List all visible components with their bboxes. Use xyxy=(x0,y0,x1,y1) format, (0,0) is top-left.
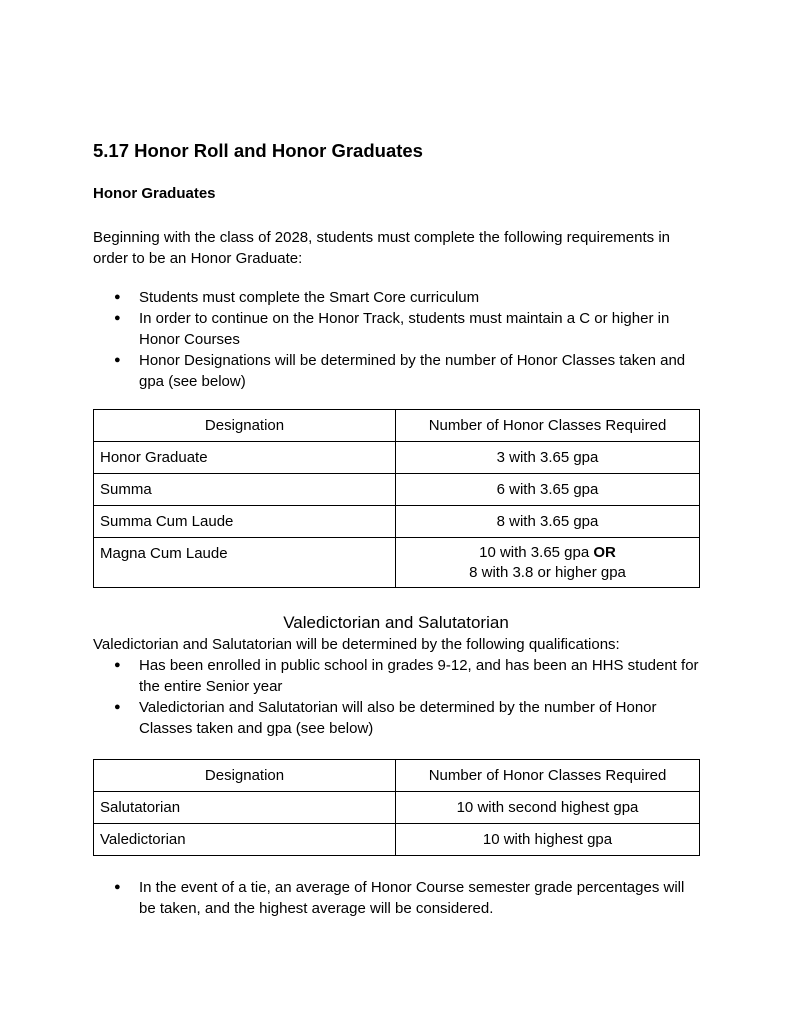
table-row xyxy=(94,474,700,506)
requirement-line-2: 8 with 3.8 or higher gpa xyxy=(469,563,626,581)
bullet-icon: ● xyxy=(114,291,121,303)
bullet-icon: ● xyxy=(114,312,121,324)
column-header-requirement: Number of Honor Classes Required xyxy=(396,760,700,792)
requirement-cell: 3 with 3.65 gpa xyxy=(396,442,700,474)
valedictorian-table xyxy=(93,759,700,856)
designation-cell: Summa Cum Laude xyxy=(94,506,396,538)
page-title: 5.17 Honor Roll and Honor Graduates xyxy=(93,140,423,161)
table-row xyxy=(94,538,700,588)
honor-requirements-list xyxy=(93,287,699,392)
designation-cell: Salutatorian xyxy=(94,792,396,824)
requirement-cell: 6 with 3.65 gpa xyxy=(396,474,700,506)
requirement-line-1: 10 with 3.65 gpa xyxy=(479,543,590,561)
honor-graduates-intro: Beginning with the class of 2028, students must complete the following requirements in order to be an Honor Graduate: xyxy=(93,229,670,267)
list-item-text: Honor Designations will be determined by the number of Honor Classes taken and gpa (see below) xyxy=(139,352,686,390)
list-item xyxy=(93,350,699,392)
list-item xyxy=(93,655,699,697)
table-row xyxy=(94,442,700,474)
valedictorian-qualifications-list xyxy=(93,655,699,739)
list-item xyxy=(93,697,699,739)
list-item-text: In the event of a tie, an average of Honor Course semester grade percentages will be taken, and the highest average will be considered. xyxy=(139,879,685,917)
list-item-text: Valedictorian and Salutatorian will also be determined by the number of Honor Classes taken and gpa (see below) xyxy=(139,699,657,737)
list-item-text: Has been enrolled in public school in grades 9-12, and has been an HHS student for the entire Senior year xyxy=(139,657,699,695)
list-item xyxy=(93,877,699,919)
list-item-text: In order to continue on the Honor Track, students must maintain a C or higher in Honor Courses xyxy=(139,310,670,348)
requirement-cell: 10 with highest gpa xyxy=(396,824,700,856)
bullet-icon: ● xyxy=(114,881,121,893)
honor-designations-table xyxy=(93,409,700,588)
column-header-designation: Designation xyxy=(94,760,396,792)
requirement-cell: 10 with second highest gpa xyxy=(396,792,700,824)
bullet-icon: ● xyxy=(114,354,121,366)
list-item xyxy=(93,308,699,350)
list-item xyxy=(93,287,699,308)
table-row xyxy=(94,792,700,824)
list-item-text: Students must complete the Smart Core curriculum xyxy=(139,289,480,306)
section-heading-honor-graduates: Honor Graduates xyxy=(93,185,216,202)
table-row xyxy=(94,506,700,538)
bullet-icon: ● xyxy=(114,701,121,713)
table-row xyxy=(94,824,700,856)
table-header-row xyxy=(94,760,700,792)
designation-cell: Valedictorian xyxy=(94,824,396,856)
requirement-or: OR xyxy=(593,543,616,561)
bullet-icon: ● xyxy=(114,659,121,671)
designation-cell: Honor Graduate xyxy=(94,442,396,474)
table-header-row xyxy=(94,410,700,442)
designation-cell: Magna Cum Laude xyxy=(94,538,396,588)
section-heading-valedictorian: Valedictorian and Salutatorian xyxy=(283,613,509,632)
column-header-designation: Designation xyxy=(94,410,396,442)
tie-rule-list xyxy=(93,877,699,919)
designation-cell: Summa xyxy=(94,474,396,506)
column-header-requirement: Number of Honor Classes Required xyxy=(396,410,700,442)
requirement-cell xyxy=(396,538,700,588)
requirement-cell: 8 with 3.65 gpa xyxy=(396,506,700,538)
valedictorian-intro: Valedictorian and Salutatorian will be determined by the following qualifications: xyxy=(93,636,620,653)
